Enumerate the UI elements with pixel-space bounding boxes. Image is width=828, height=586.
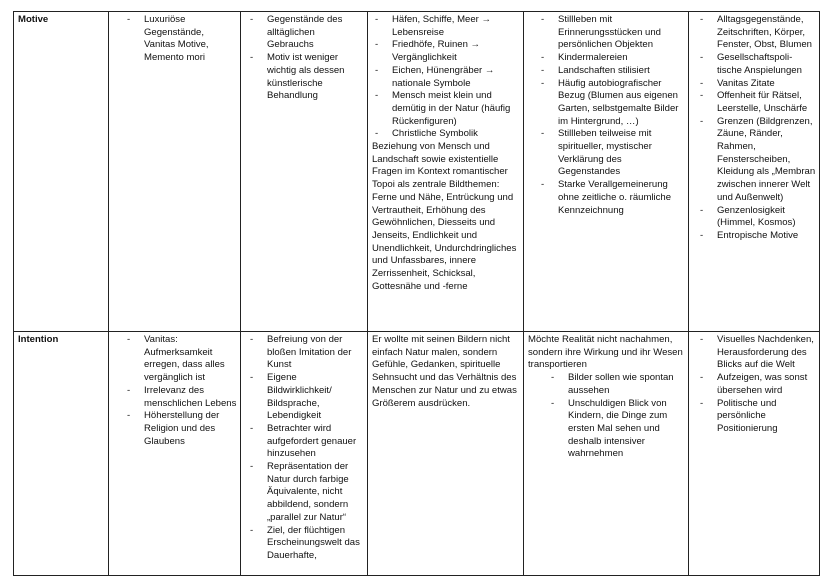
list-item: - Alltagsgegenstände, Zeitschriften, Körper, Fenster, Obst, Blumen — [717, 14, 816, 52]
list-item: - Gegenstände des alltäglichen Gebrauchs — [267, 14, 364, 52]
list-item: - Friedhöfe, Ruinen → Vergänglichkeit — [392, 39, 520, 64]
list-item: - Unschuldigen Blick von Kindern, die Dinge zum ersten Mal sehen und deshalb intensiver wahrnehmen — [568, 398, 685, 462]
list-item: - Befreiung von der bloßen Imitation der Kunst — [267, 334, 364, 372]
cell-motive-col2 — [241, 12, 368, 332]
list-item: - Bilder sollen wie spontan aussehen — [568, 372, 685, 397]
cell-paragraph: Möchte Realität nicht nachahmen, sondern ihre Wirkung und ihr Wesen transportieren — [528, 334, 683, 371]
list-item: - Starke Verallgemeinerung ohne zeitliche o. räumliche Kennzeichnung — [558, 179, 685, 217]
row-header-intention: Intention — [14, 332, 109, 576]
list-item: - Gesellschaftspoli-tische Anspielungen — [717, 52, 816, 77]
list-item: - Häfen, Schiffe, Meer → Lebensreise — [392, 14, 520, 39]
list-item: - Stillleben mit Erinnerungsstücken und persönlichen Objekten — [558, 14, 685, 52]
list-item: - Vanitas: Aufmerksamkeit erregen, dass alles vergänglich ist — [144, 334, 237, 385]
cell-paragraph: Er wollte mit seinen Bildern nicht einfach Natur malen, sondern Gefühle, Gedanken, spirituelle Sehnsucht und das Verhältnis des Menschen zur Natur und zu etwas Größerem ausdrücken. — [372, 334, 517, 409]
list-item: - Entropische Motive — [717, 230, 816, 243]
comparison-table — [13, 11, 820, 576]
cell-motive-col5 — [689, 12, 820, 332]
list-item: - Luxuriöse Gegenstände, Vanitas Motive, Memento mori — [144, 14, 237, 65]
list-item: - Repräsentation der Natur durch farbige Äquivalente, nicht abbildend, sondern „parallel zur Natur“ — [267, 461, 364, 525]
list-item: - Höherstellung der Religion und des Glaubens — [144, 410, 237, 448]
list-item: - Landschaften stilisiert — [558, 65, 685, 78]
bullet-list — [528, 372, 685, 461]
bullet-list — [693, 14, 816, 243]
bullet-list — [245, 14, 364, 103]
cell-paragraph: Beziehung von Mensch und Landschaft sowie existentielle Fragen im Kontext romantischer Topoi als zentrale Bildthemen: Ferne und Nähe, Entrückung und Vertrautheit, Erhöhung des Gewöhnlichen, Diesseits und Jenseits, Endlichkeit und Unendlichkeit, Undurchdringliches und Unfassbares, innere Zerrissenheit, Schicksal, Gottesnähe und -ferne — [372, 141, 517, 292]
cell-intention-col4 — [524, 332, 689, 576]
list-item: - Kindermalereien — [558, 52, 685, 65]
bullet-list — [113, 14, 237, 65]
list-item: - Betrachter wird aufgefordert genauer hinzusehen — [267, 423, 364, 461]
cell-intention-col2 — [241, 332, 368, 576]
list-item: - Motiv ist weniger wichtig als dessen künstlerische Behandlung — [267, 52, 364, 103]
bullet-list — [372, 14, 520, 141]
cell-motive-col3 — [368, 12, 524, 332]
cell-intention-col5 — [689, 332, 820, 576]
table-row-intention — [14, 332, 820, 576]
cell-motive-col4 — [524, 12, 689, 332]
bullet-list — [528, 14, 685, 217]
cell-intention-col3 — [368, 332, 524, 576]
list-item: - Offenheit für Rätsel, Leerstelle, Unschärfe — [717, 90, 816, 115]
cell-motive-col1 — [109, 12, 241, 332]
list-item: - Politische und persönliche Positionierung — [717, 398, 816, 436]
list-item: - Ziel, der flüchtigen Erscheinungswelt das Dauerhafte, — [267, 525, 364, 563]
table-row-motive — [14, 12, 820, 332]
row-header-motive: Motive — [14, 12, 109, 332]
bullet-list — [113, 334, 237, 448]
list-item: - Mensch meist klein und demütig in der Natur (häufig Rückenfiguren) — [392, 90, 520, 128]
list-item: - Eichen, Hünengräber → nationale Symbole — [392, 65, 520, 90]
list-item: - Christliche Symbolik — [392, 128, 520, 141]
list-item: - Eigene Bildwirklichkeit/ Bildsprache, Lebendigkeit — [267, 372, 364, 423]
list-item: - Grenzen (Bildgrenzen, Zäune, Ränder, Rahmen, Fensterscheiben, Kleidung als „Membran zwischen innerer Welt und Außenwelt) — [717, 116, 816, 205]
list-item: - Genzenlosigkeit (Himmel, Kosmos) — [717, 205, 816, 230]
list-item: - Vanitas Zitate — [717, 78, 816, 91]
list-item: - Irrelevanz des menschlichen Lebens — [144, 385, 237, 410]
list-item: - Stillleben teilweise mit spiritueller, mystischer Verklärung des Gegenstandes — [558, 128, 685, 179]
list-item: - Häufig autobiografischer Bezug (Blumen aus eigenen Garten, selbstgemalte Bilder im Hintergrund, …) — [558, 78, 685, 129]
bullet-list — [693, 334, 816, 436]
list-item: - Aufzeigen, was sonst übersehen wird — [717, 372, 816, 397]
list-item: - Visuelles Nachdenken, Herausforderung des Blicks auf die Welt — [717, 334, 816, 372]
bullet-list — [245, 334, 364, 563]
cell-intention-col1 — [109, 332, 241, 576]
